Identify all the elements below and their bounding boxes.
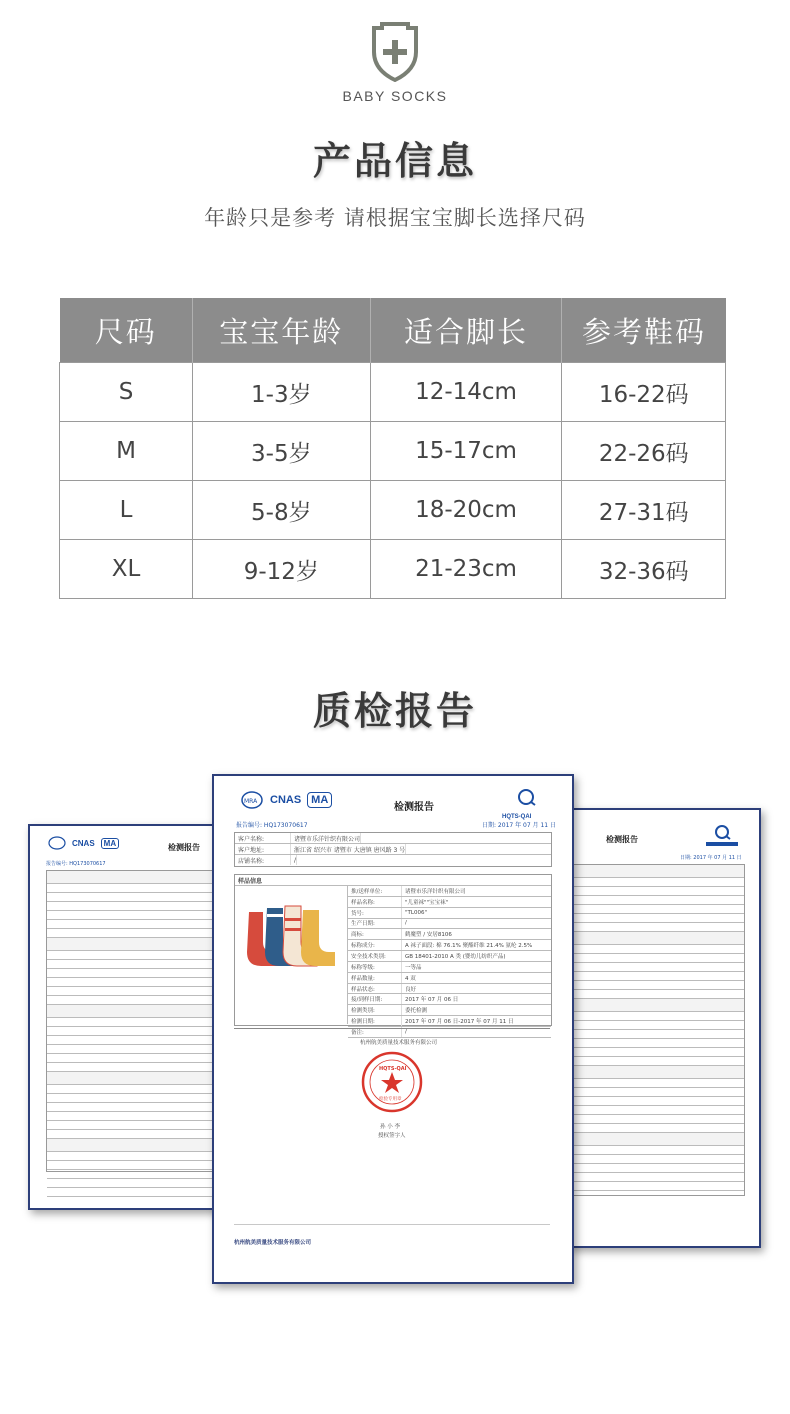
table-row bbox=[60, 481, 726, 540]
signer-role: 授权签字人 bbox=[378, 1133, 406, 1139]
table-row bbox=[570, 1173, 744, 1182]
cell-foot-length: 12-14cm bbox=[370, 363, 562, 422]
main-doc-title: 检测报告 bbox=[394, 802, 434, 813]
ilac-mra-icon bbox=[48, 836, 66, 850]
sample-photo bbox=[235, 886, 348, 1024]
table-row bbox=[570, 981, 744, 990]
socks-photo-icon bbox=[241, 904, 341, 984]
table-row bbox=[570, 1021, 744, 1030]
table-row bbox=[570, 1048, 744, 1057]
footer-org: 杭州航美质量技术服务有限公司 bbox=[234, 1240, 312, 1246]
cell-shoe-size: 27-31码 bbox=[562, 481, 726, 540]
table-row bbox=[570, 1182, 744, 1191]
size-table bbox=[59, 298, 726, 599]
table-row: 客户名称: 诸暨市乐洋针织有限公司 bbox=[235, 833, 551, 844]
table-row bbox=[60, 540, 726, 599]
cell-age: 9-12岁 bbox=[193, 540, 370, 599]
table-row: 安全技术类别: GB 18401-2010 A 类 (婴幼儿纺织产品) bbox=[348, 951, 551, 962]
table-row bbox=[570, 923, 744, 932]
seal-text: HQTS-QAI bbox=[379, 1066, 407, 1072]
main-doc-date: 日期: 2017 年 07 月 11 日 bbox=[482, 822, 557, 829]
report-page-right bbox=[568, 808, 761, 1248]
right-doc-date: 日期: 2017 年 07 月 11 日 bbox=[680, 855, 742, 861]
cell-shoe-size: 16-22码 bbox=[562, 363, 726, 422]
cell-size: M bbox=[60, 422, 193, 481]
table-row bbox=[570, 1164, 744, 1173]
cell-shoe-size: 22-26码 bbox=[562, 422, 726, 481]
table-row: 样品数量: 4 双 bbox=[348, 973, 551, 984]
table-row bbox=[570, 1088, 744, 1097]
sample-section-title: 样品信息 bbox=[235, 875, 551, 886]
table-row: 推/送样单位: 诸暨市乐洋针织有限公司 bbox=[348, 886, 551, 897]
ilac-mra-icon bbox=[240, 790, 264, 810]
table-row: 样品名称: "儿童袜""宝宝袜" bbox=[348, 897, 551, 908]
svg-text:MRA: MRA bbox=[244, 798, 258, 805]
org-name: 杭州航美质量技术服务有限公司 bbox=[360, 1040, 438, 1046]
table-row bbox=[570, 896, 744, 905]
table-row bbox=[570, 1155, 744, 1164]
table-row bbox=[570, 932, 744, 945]
left-doc-no: 报告编号: HQ173070617 bbox=[46, 861, 106, 867]
cell-shoe-size: 32-36码 bbox=[562, 540, 726, 599]
product-info-title: 产品信息 bbox=[312, 139, 477, 183]
product-info-subtitle: 年龄只是参考 请根据宝宝脚长选择尺码 bbox=[204, 206, 586, 230]
table-row bbox=[570, 990, 744, 999]
table-row: 货号: "TL006" bbox=[348, 908, 551, 919]
ma-logo: MA bbox=[101, 838, 119, 849]
size-table-header bbox=[60, 298, 726, 363]
cell-age: 1-3岁 bbox=[193, 363, 370, 422]
table-row bbox=[570, 914, 744, 923]
cell-size: L bbox=[60, 481, 193, 540]
cell-age: 5-8岁 bbox=[193, 481, 370, 540]
sample-table bbox=[234, 874, 552, 1036]
table-row bbox=[60, 363, 726, 422]
quality-title: 质检报告 bbox=[312, 689, 477, 733]
table-row bbox=[570, 887, 744, 896]
table-row bbox=[570, 1133, 744, 1146]
table-row bbox=[570, 1039, 744, 1048]
hqts-logo: HQTS-QAI bbox=[502, 814, 532, 820]
table-row: 商标: 鹤魔塑 / 安居8106 bbox=[348, 929, 551, 940]
table-row: 接/到样日期: 2017 年 07 月 06 日 bbox=[348, 994, 551, 1005]
table-row bbox=[570, 905, 744, 914]
cell-foot-length: 21-23cm bbox=[370, 540, 562, 599]
table-row bbox=[570, 1030, 744, 1039]
table-row bbox=[570, 999, 744, 1012]
table-row: 店铺名称: / bbox=[235, 855, 551, 865]
table-row bbox=[570, 1146, 744, 1155]
table-row bbox=[570, 865, 744, 878]
table-row: 检测类别: 委托检测 bbox=[348, 1005, 551, 1016]
brand-logo bbox=[0, 22, 790, 104]
hqts-logo-icon bbox=[504, 788, 548, 814]
table-row bbox=[60, 422, 726, 481]
table-row bbox=[570, 1124, 744, 1133]
table-row: 备注: / bbox=[348, 1027, 551, 1038]
table-row: 样品状态: 良好 bbox=[348, 984, 551, 995]
table-row bbox=[570, 1066, 744, 1079]
table-row bbox=[570, 945, 744, 954]
client-table bbox=[234, 832, 552, 867]
hqts-logo-icon bbox=[702, 824, 742, 848]
table-row bbox=[570, 1106, 744, 1115]
right-doc-table bbox=[570, 864, 745, 1196]
table-row: 客户地址: 浙江省 绍兴市 诸暨市 大唐镇 唐风路 3 号 bbox=[235, 844, 551, 855]
cell-age: 3-5岁 bbox=[193, 422, 370, 481]
table-row bbox=[570, 1079, 744, 1088]
cell-foot-length: 15-17cm bbox=[370, 422, 562, 481]
cell-foot-length: 18-20cm bbox=[370, 481, 562, 540]
cell-size: S bbox=[60, 363, 193, 422]
header-size: 尺码 bbox=[60, 298, 193, 363]
signer-name: 孙 小 李 bbox=[380, 1124, 400, 1130]
table-row bbox=[570, 1097, 744, 1106]
shield-plus-icon bbox=[368, 22, 422, 82]
right-doc-title: 检测报告 bbox=[606, 835, 638, 844]
table-row bbox=[570, 1115, 744, 1124]
quality-reports bbox=[0, 760, 790, 1300]
table-row bbox=[570, 1012, 744, 1021]
table-row bbox=[570, 954, 744, 963]
report-page-main bbox=[212, 774, 574, 1284]
main-doc-no: 报告编号: HQ173070617 bbox=[236, 822, 308, 829]
inspection-seal-icon bbox=[360, 1050, 424, 1114]
cnas-logo: CNAS bbox=[72, 838, 95, 848]
table-row: 标称等级: 一等品 bbox=[348, 962, 551, 973]
header-foot-length: 适合脚长 bbox=[370, 298, 562, 363]
ma-logo: MA bbox=[307, 792, 332, 808]
cell-size: XL bbox=[60, 540, 193, 599]
left-doc-title: 检测报告 bbox=[168, 843, 200, 852]
table-row bbox=[570, 972, 744, 981]
table-row: 生产日期: / bbox=[348, 919, 551, 930]
seal-subtext: 检验专用章 bbox=[379, 1097, 402, 1102]
header-shoe-size: 参考鞋码 bbox=[562, 298, 726, 363]
brand-name: BABY SOCKS bbox=[342, 88, 448, 104]
cnas-logo: CNAS bbox=[270, 794, 302, 806]
table-row bbox=[570, 878, 744, 887]
table-row bbox=[570, 1057, 744, 1066]
table-row: 检测日期: 2017 年 07 月 06 日-2017 年 07 月 11 日 bbox=[348, 1016, 551, 1027]
table-row bbox=[570, 963, 744, 972]
table-row: 标称成分: A 袜子面段: 棉 76.1% 聚酯纤维 21.4% 氨纶 2.5% bbox=[348, 940, 551, 951]
header-age: 宝宝年龄 bbox=[193, 298, 370, 363]
